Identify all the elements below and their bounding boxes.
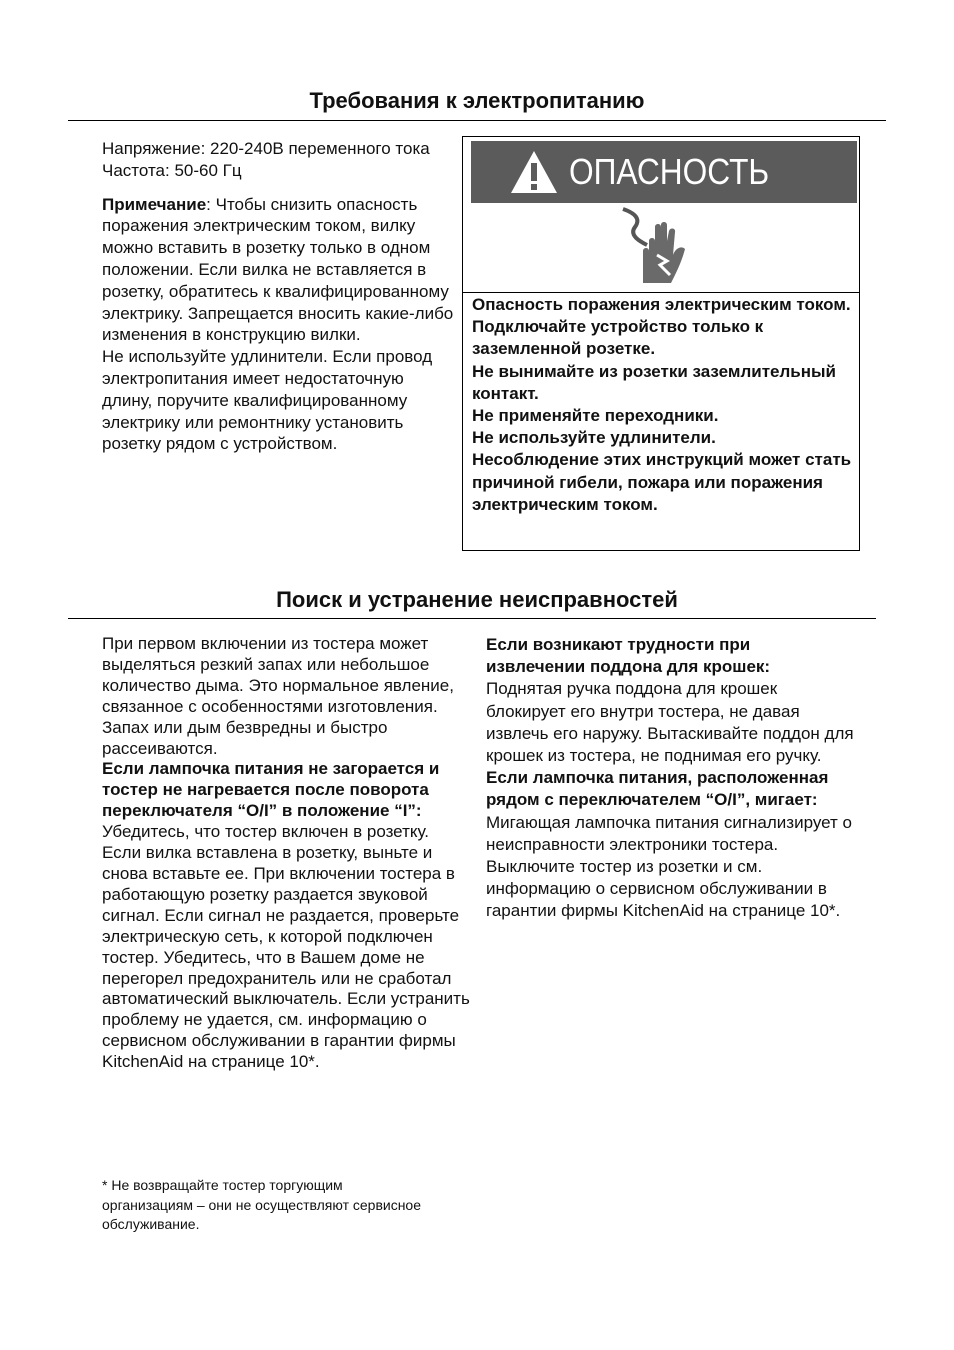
danger-divider bbox=[463, 292, 859, 293]
danger-box bbox=[462, 136, 860, 551]
voltage-text: Напряжение: 220-240В переменного тока bbox=[102, 139, 430, 158]
danger-line: Подключайте устройство только к заземленной розетке. bbox=[472, 317, 764, 359]
danger-line: Не используйте удлинители. bbox=[472, 428, 716, 448]
blinking-lamp-body: Мигающая лампочка питания сигнализирует о неисправности электроники тостера. Выключите тостер из розетки и см. информацию о сервисном обслуживании в гарантии фирмы KitchenAid на странице 10*. bbox=[486, 812, 852, 921]
danger-text bbox=[472, 294, 857, 516]
crumb-tray-body: Поднятая ручка поддона для крошек блокирует его внутри тостера, не давая извлечь его наружу. Вытаскивайте поддон для крошек из тостера, не поднимая его ручку. bbox=[486, 679, 854, 766]
section-divider bbox=[68, 618, 876, 619]
blinking-lamp-heading-text: Если лампочка питания, расположенная рядом с переключателем “O/I”, мигает: bbox=[486, 768, 829, 810]
troubleshooting-right-column bbox=[486, 634, 854, 923]
electric-shock-hand-icon bbox=[613, 205, 703, 289]
blinking-lamp-heading bbox=[486, 767, 854, 811]
troubleshooting-left-column bbox=[102, 634, 472, 1073]
crumb-tray-heading-text: Если возникают трудности при извлечении поддона для крошек: bbox=[486, 635, 771, 677]
warning-triangle-icon bbox=[509, 149, 559, 195]
frequency-text: Частота: 50-60 Гц bbox=[102, 160, 242, 180]
note-paragraph bbox=[102, 194, 456, 347]
danger-line: Несоблюдение этих инструкций может стать причиной гибели, пожара или поражения электрическим током. bbox=[472, 450, 852, 514]
intro-text: При первом включении из тостера может выделяться резкий запах или небольшое количество дыма. Это нормальное явление, связанное с особенностями изготовления. Запах или дым безвредны и быстро рассеиваются. bbox=[102, 634, 454, 758]
lamp-body: Убедитесь, что тостер включен в розетку. Если вилка вставлена в розетку, выньте и снова вставьте ее. При включении тостера в работающую розетку раздается звуковой сигнал. Если сигнал не раздается, проверьте электрическую сеть, к которой подключен тостер. Убедитесь, что в Вашем доме не перегорел предохранитель или не сработал автоматический выключатель. Если устранить проблему не удается, см. информацию о сервисном обслуживании в гарантии фирмы KitchenAid на странице 10*. bbox=[102, 822, 470, 1072]
danger-banner-text: ОПАСНОСТЬ bbox=[569, 151, 770, 192]
danger-line: Не вынимайте из розетки заземлительный контакт. bbox=[472, 361, 836, 403]
section-title-troubleshooting: Поиск и устранение неисправностей bbox=[276, 587, 678, 612]
danger-banner bbox=[471, 141, 857, 203]
section-divider bbox=[68, 120, 886, 121]
note-text: : Чтобы снизить опасность поражения электрическим током, вилку можно вставить в розетку только в одном положении. Если вилка не вставляется в розетку, обратитесь к квалифицированному электрику. Запрещается вносить какие-либо изменения в конструкцию вилки. bbox=[102, 194, 454, 345]
danger-line: Опасность поражения электрическим током. bbox=[472, 295, 851, 314]
power-requirements-text bbox=[102, 138, 456, 455]
note-label: Примечание bbox=[102, 194, 207, 214]
section-title-power: Требования к электропитанию bbox=[309, 88, 645, 113]
lamp-heading bbox=[102, 759, 472, 822]
lamp-heading-text: Если лампочка питания не загорается и тостер не нагревается после поворота переключателя “O/I” в положение “I”: bbox=[102, 759, 440, 821]
danger-line: Не применяйте переходники. bbox=[472, 406, 719, 426]
footnote: * Не возвращайте тостер торгующим организациям – они не осуществляют сервисное обслуживание. bbox=[102, 1177, 421, 1232]
crumb-tray-heading bbox=[486, 634, 854, 678]
extension-text: Не используйте удлинители. Если провод электропитания имеет недостаточную длину, поручите квалифицированному электрику или ремонтнику установить розетку рядом с устройством. bbox=[102, 347, 433, 454]
